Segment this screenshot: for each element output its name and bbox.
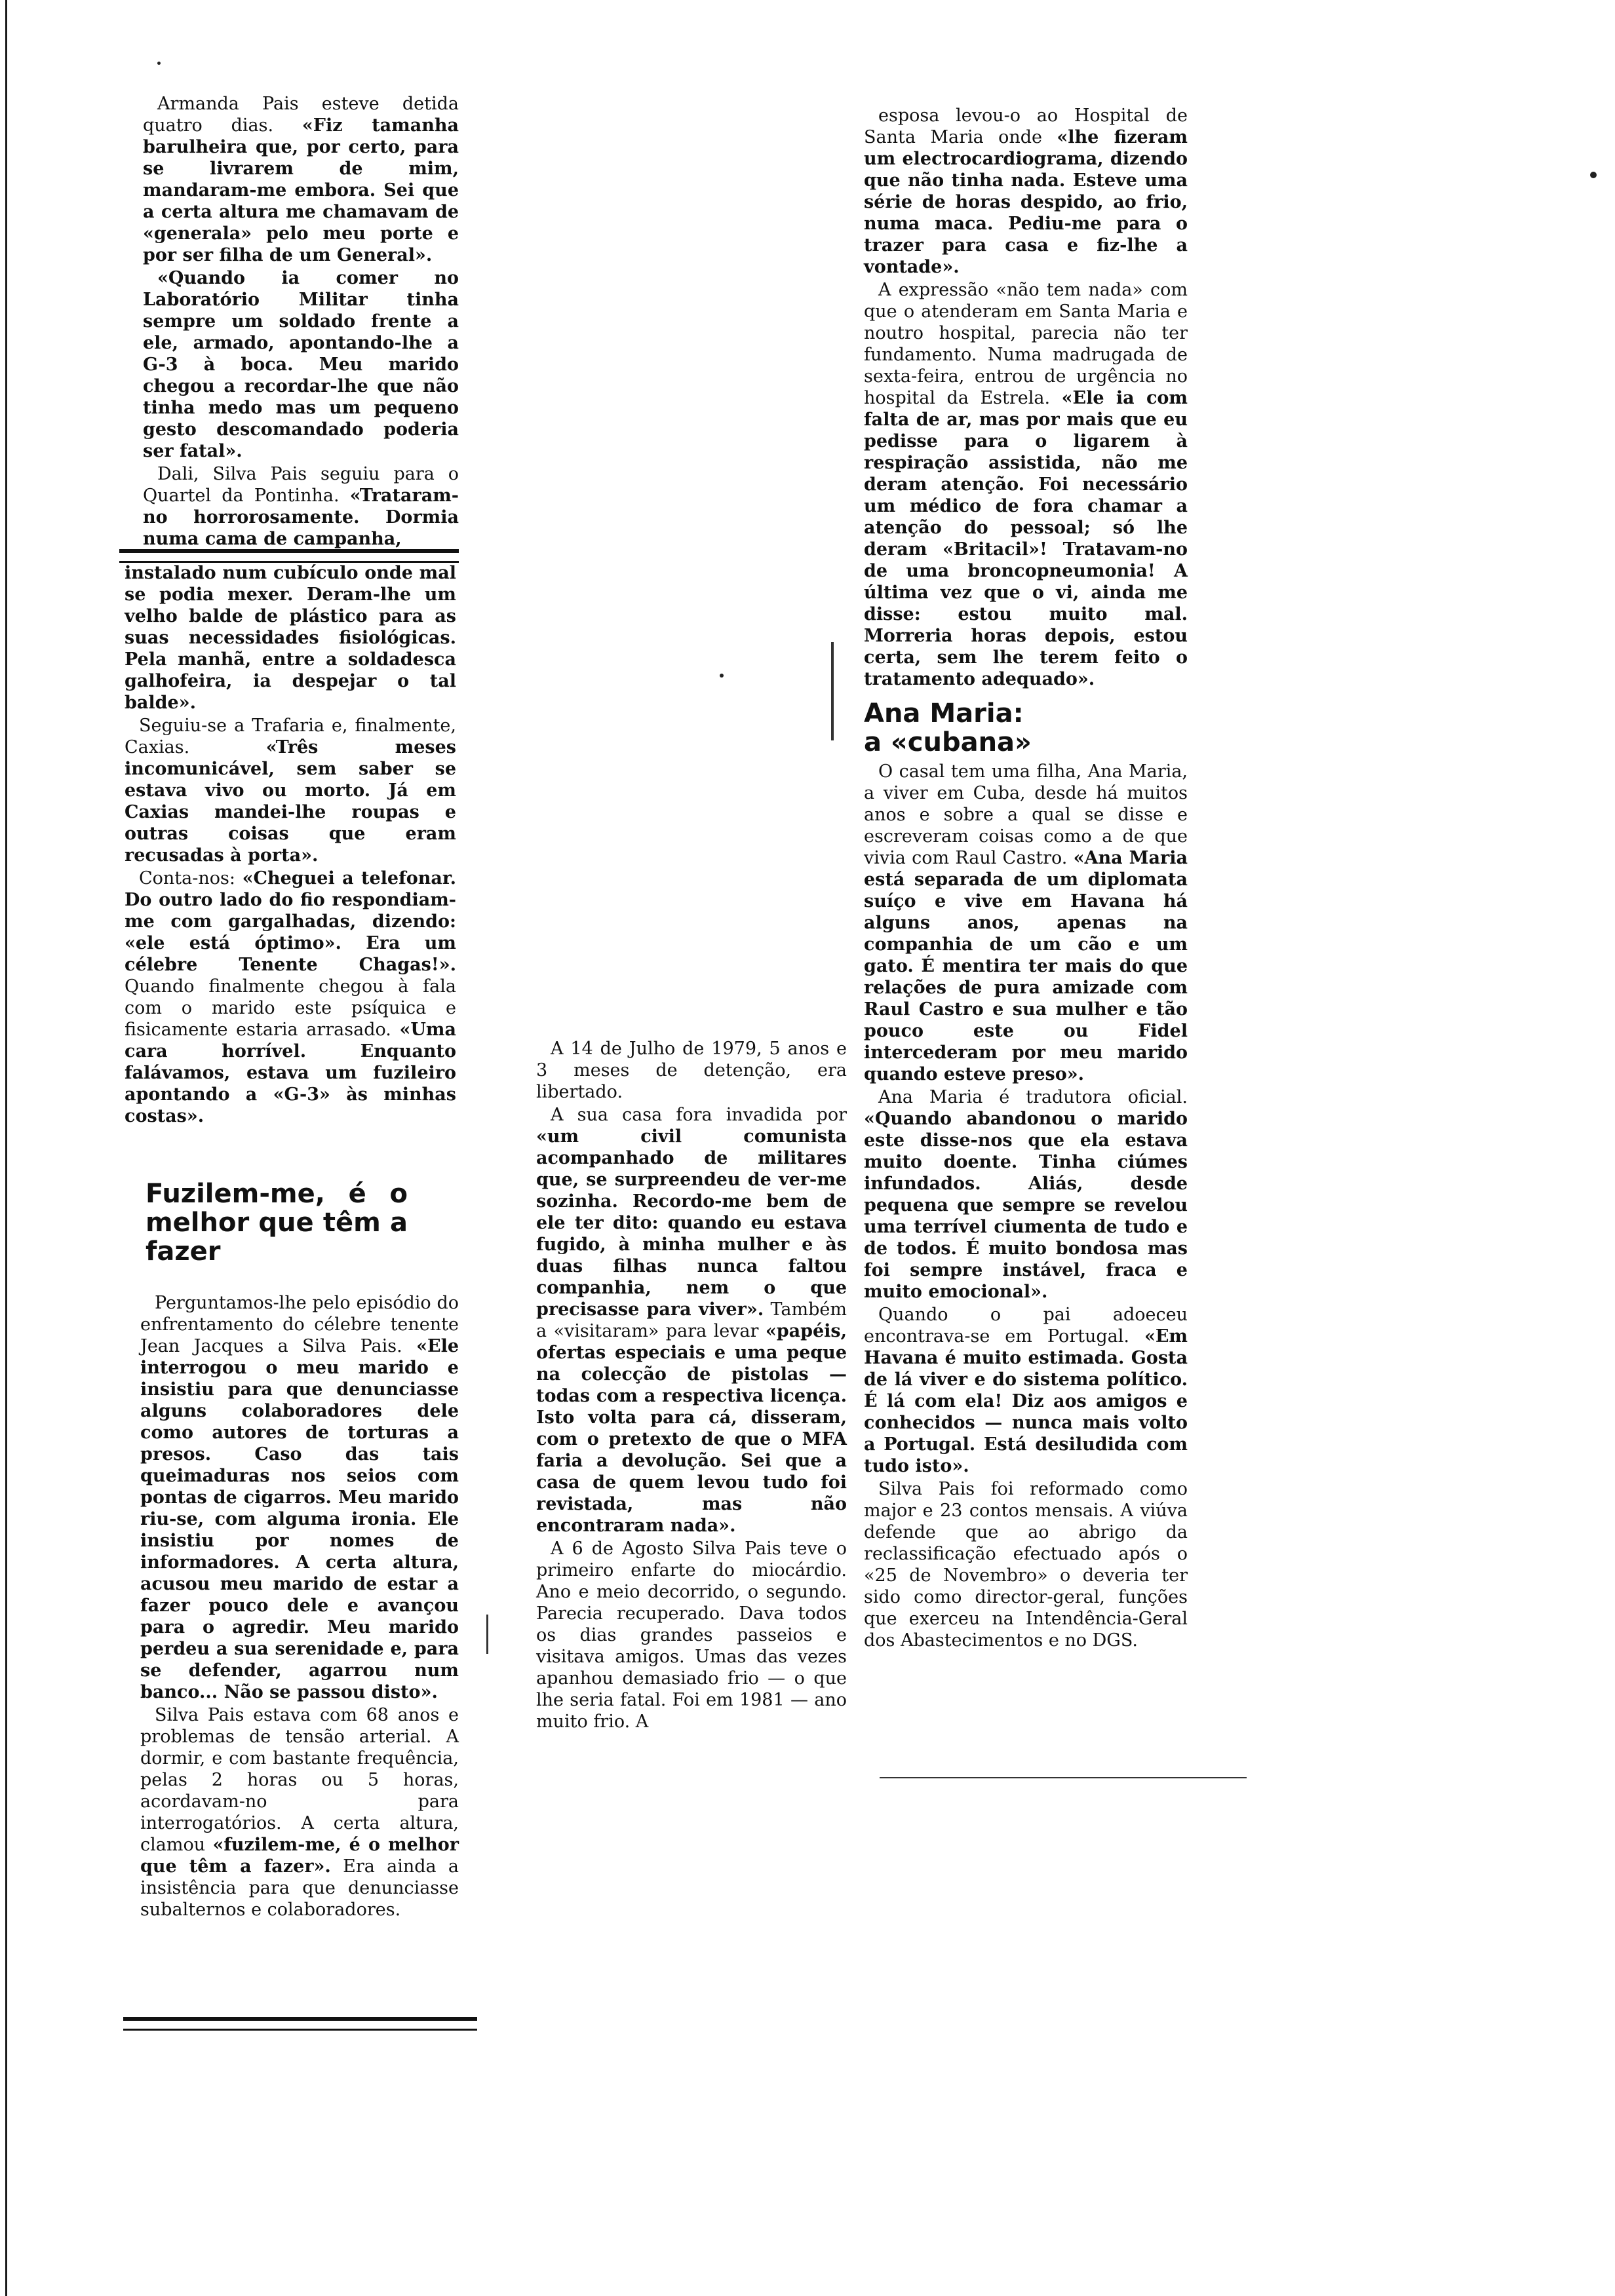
paragraph: A 6 de Agosto Silva Pais teve o primeiro enfarte do miocárdio. Ano e meio decorrido, o segundo. Parecia recuperado. Dava todos os dias grandes passeios e visitava amigos. Umas das vezes apanhou demasiado frio — o que lhe seria fatal. Foi em 1981 — ano muito frio. A <box>536 1539 847 1732</box>
column-1-lower <box>125 562 456 1128</box>
section-heading: Ana Maria: a «cubana» <box>864 698 1032 757</box>
column-1-bottom <box>140 1292 459 1922</box>
paragraph: A 14 de Julho de 1979, 5 anos e 3 meses de detenção, era libertado. <box>536 1039 847 1102</box>
paragraph: Silva Pais estava com 68 anos e problemas de tensão arterial. A dormir, e com bastante frequência, pelas 2 horas ou 5 horas, acordavam-no para interrogatórios. A certa altura, clamou «fuzilem-me, é o melhor que têm a fazer». Era ainda a insistência para que denunciasse subalternos e colaboradores. <box>140 1705 459 1920</box>
paragraph: Dali, Silva Pais seguiu para o Quartel da Pontinha. «Trataram-no horrorosamente. Dormia numa cama de campanha, <box>143 464 459 549</box>
paragraph: Conta-nos: «Cheguei a telefonar. Do outro lado do fio respondiam-me com gargalhadas, dizendo: «ele está óptimo». Era um célebre Tenente Chagas!». Quando finalmente chegou à fala com o marido este psíquica e fisicamente estaria arrasado. «Uma cara horrível. Enquanto falávamos, estava um fuzileiro apontando a «G-3» às minhas costas». <box>125 868 456 1126</box>
paragraph: O casal tem uma filha, Ana Maria, a viver em Cuba, desde há muitos anos e sobre a qual se disse e escreveram coisas como a de que vivia com Raul Castro. «Ana Maria está separada de um diplomata suíço e vive em Havana há alguns anos, apenas na companhia de um cão e um gato. É mentira ter mais do que relações de pura amizade com Raul Castro e sua mulher e tão pouco este ou Fidel intercederam por meu marido quando esteve preso». <box>864 761 1188 1084</box>
column-2 <box>536 1038 847 1734</box>
section-divider <box>119 549 459 563</box>
paragraph: Ana Maria é tradutora oficial. «Quando abandonou o marido este disse-nos que ela estava muito doente. Tinha ciúmes infundados. Aliás, desde pequena que sempre se revelou uma terrível ciumenta de tudo e de todos. É muito bondosa mas foi sempre instável, fraca e muito emocional». <box>864 1087 1188 1302</box>
column-1-upper <box>143 93 459 551</box>
section-heading: Fuzilem-me, é o melhor que têm a fazer <box>146 1179 408 1267</box>
paragraph: instalado num cubículo onde mal se podia mexer. Deram-lhe um velho balde de plástico para as suas necessidades fisiológicas. Pela manhã, entre a soldadesca galhofeira, ia despejar o tal balde». <box>125 563 456 713</box>
bottom-divider <box>123 2017 477 2031</box>
paragraph: esposa levou-o ao Hospital de Santa Maria onde «lhe fizeram um electrocardiograma, dizendo que não tinha nada. Esteve uma série de horas despido, ao frio, numa maca. Pediu-me para o trazer para casa e fiz-lhe a vontade». <box>864 105 1188 277</box>
paragraph: Perguntamos-lhe pelo episódio do enfrentamento do célebre tenente Jean Jacques a Silva Pais. «Ele interrogou o meu marido e insistiu para que denunciasse alguns colaboradores dele como autores de torturas a presos. Caso das tais queimaduras nos seios com pontas de cigarros. Meu marido riu-se, com alguma ironia. Ele insistiu por nomes de informadores. A certa altura, acusou meu marido de estar a fazer pouco dele e avançou para o agredir. Meu marido perdeu a sua serenidade e, para se defender, agarrou num banco... Não se passou disto». <box>140 1293 459 1702</box>
paragraph: Silva Pais foi reformado como major e 23 contos mensais. A viúva defende que ao abrigo da reclassificação efectuado após o «25 de Novembro» o deveria ter sido como director-geral, funções que exerceu na Intendência-Geral dos Abastecimentos e no DGS. <box>864 1479 1188 1651</box>
scan-speck <box>720 674 724 678</box>
left-margin-rule <box>5 0 7 2296</box>
paragraph: Armanda Pais esteve detida quatro dias. «Fiz tamanha barulheira que, por certo, para se livrarem de mim, mandaram-me embora. Sei que a certa altura me chamavam de «generala» pelo meu porte e por ser filha de um General». <box>143 94 459 265</box>
paragraph: Quando o pai adoeceu encontrava-se em Portugal. «Em Havana é muito estimada. Gosta de lá viver e do sistema político. É lá com ela! Diz aos amigos e conhecidos — nunca mais volto a Portugal. Está desiludida com tudo isto». <box>864 1305 1188 1476</box>
column-1-heading-block <box>146 1179 408 1266</box>
scan-mark <box>486 1615 488 1654</box>
paragraph: «Quando ia comer no Laboratório Militar tinha sempre um soldado frente a ele, armado, apontando-lhe a G-3 à boca. Meu marido chegou a recordar-lhe que não tinha medo mas um pequeno gesto descomandado poderia ser fatal». <box>143 268 459 461</box>
scan-speck <box>1590 172 1597 178</box>
column-3 <box>864 105 1188 1653</box>
column-3-end-rule <box>880 1777 1247 1778</box>
paragraph: A expressão «não tem nada» com que o atenderam em Santa Maria e noutro hospital, parecia não ter fundamento. Numa madrugada de sexta-feira, entrou de urgência no hospital da Estrela. «Ele ia com falta de ar, mas por mais que eu pedisse para o ligarem à respiração assistida, não me deram atenção. Foi necessário um médico de fora chamar a atenção do pessoal; só lhe deram «Britacil»! Tratavam-no de uma broncopneumonia! A última vez que o vi, ainda me disse: estou muito mal. Morreria horas depois, estou certa, sem lhe terem feito o tratamento adequado». <box>864 280 1188 689</box>
scan-speck <box>157 62 161 65</box>
paragraph: A sua casa fora invadida por «um civil comunista acompanhado de militares que, se surpreendeu de ver-me sozinha. Recordo-me bem de ele ter dito: quando eu estava fugido, à minha mulher e às duas filhas nunca faltou companhia, nem o que precisasse para viver». Também a «visitaram» para levar «papéis, ofertas especiais e uma peque na colecção de pistolas — todas com a respectiva licença. Isto volta para cá, disseram, com o pretexto de que o MFA faria a devolução. Sei que a casa de quem levou tudo foi revistada, mas não encontraram nada». <box>536 1105 847 1536</box>
paragraph: Seguiu-se a Trafaria e, finalmente, Caxias. «Três meses incomunicável, sem saber se estava vivo ou morto. Já em Caxias mandei-lhe roupas e outras coisas que eram recusadas à porta». <box>125 716 456 866</box>
scan-mark <box>831 642 834 740</box>
